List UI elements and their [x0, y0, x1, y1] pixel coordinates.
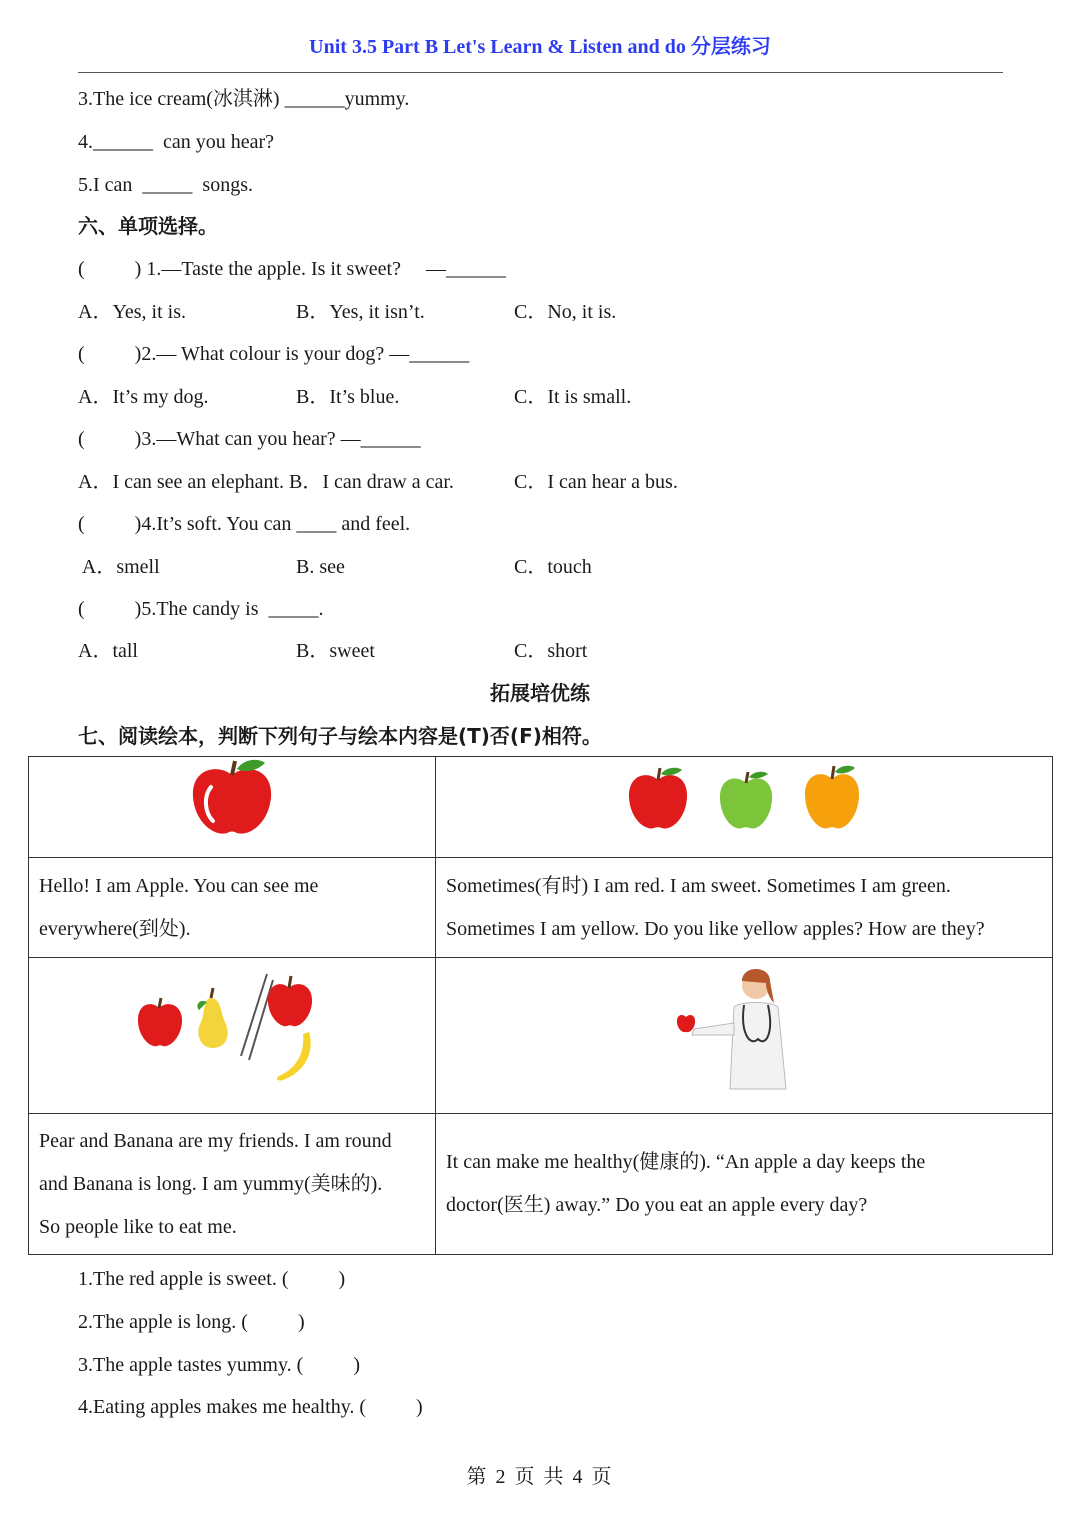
reading-text-3-line-3: So people like to eat me.	[39, 1215, 237, 1238]
reading-text-4-line-2: doctor(医生) away.” Do you eat an apple every day?	[446, 1194, 868, 1216]
question-3-option-c: C．I can hear a bus.	[514, 471, 678, 493]
reading-text-1-line-1: Hello! I am Apple. You can see me	[39, 874, 319, 897]
image-cell-3	[29, 958, 436, 1114]
question-5-option-a: A．tall	[78, 640, 138, 662]
reading-text-2-line-2: Sometimes I am yellow. Do you like yellow apples? How are they?	[446, 917, 985, 940]
image-cell-4	[436, 958, 1053, 1114]
reading-table	[28, 756, 1053, 1255]
reading-text-3-line-2: and Banana is long. I am yummy(美味的).	[39, 1172, 383, 1195]
question-5-option-b: B．sweet	[296, 640, 375, 662]
question-3-stem: ( )3.—What can you hear? —______	[78, 428, 421, 450]
question-4-option-c: C．touch	[514, 556, 592, 578]
red-apple-icon	[187, 757, 277, 841]
doctor-holding-apple-icon	[674, 963, 814, 1093]
question-1-stem: ( ) 1.—Taste the apple. Is it sweet? —______	[78, 258, 506, 280]
reading-text-cell-4	[436, 1114, 1053, 1255]
judgement-2: 2.The apple is long. ( )	[78, 1311, 305, 1333]
question-5-stem: ( )5.The candy is _____.	[78, 598, 324, 620]
red-apple-icon	[625, 765, 691, 835]
question-4-option-a: A．smell	[78, 556, 160, 578]
reading-text-3-line-1: Pear and Banana are my friends. I am round	[39, 1129, 392, 1152]
header-divider	[78, 72, 1003, 73]
apple-pear-banana-icon	[137, 968, 327, 1088]
extension-title: 拓展培优练	[490, 681, 590, 705]
reading-text-cell-3	[29, 1114, 436, 1255]
reading-text-1-line-2: everywhere(到处).	[39, 917, 191, 940]
fill-line-5: 5.I can _____ songs.	[78, 174, 253, 196]
reading-text-4-line-1: It can make me healthy(健康的). “An apple a day keeps the	[446, 1151, 926, 1173]
judgement-3: 3.The apple tastes yummy. ( )	[78, 1354, 360, 1376]
question-1-option-c: C．No, it is.	[514, 301, 617, 323]
fill-line-4: 4.______ can you hear?	[78, 131, 275, 153]
green-apple-icon	[716, 769, 776, 835]
page-header-title: Unit 3.5 Part B Let's Learn & Listen and do 分层练习	[309, 36, 771, 58]
judgement-4: 4.Eating apples makes me healthy. ( )	[78, 1396, 423, 1418]
question-2-option-b: B．It’s blue.	[296, 386, 400, 408]
question-4-stem: ( )4.It’s soft. You can ____ and feel.	[78, 513, 411, 535]
section-6-title: 六、单项选择。	[78, 214, 218, 238]
question-2-stem: ( )2.— What colour is your dog? —______	[78, 343, 470, 365]
section-7-title: 七、阅读绘本，判断下列句子与绘本内容是(T)否(F)相符。	[78, 724, 602, 748]
reading-text-cell-1	[29, 858, 436, 958]
image-cell-2	[436, 757, 1053, 858]
yellow-apple-icon	[801, 763, 863, 835]
image-cell-1	[29, 757, 436, 858]
question-5-option-c: C．short	[514, 640, 588, 662]
question-2-option-a: A．It’s my dog.	[78, 386, 209, 408]
question-1-option-b: B．Yes, it isn’t.	[296, 301, 425, 323]
judgement-1: 1.The red apple is sweet. ( )	[78, 1268, 346, 1290]
question-1-option-a: A．Yes, it is.	[78, 301, 186, 323]
question-3-option-ab: A．I can see an elephant. B．I can draw a car.	[78, 471, 454, 493]
reading-text-2-line-1: Sometimes(有时) I am red. I am sweet. Sometimes I am green.	[446, 874, 951, 897]
question-4-option-b: B. see	[296, 556, 345, 578]
fill-line-3: 3.The ice cream(冰淇淋) ______yummy.	[78, 88, 410, 110]
page-footer: 第 2 页 共 4 页	[466, 1466, 614, 1488]
question-2-option-c: C．It is small.	[514, 386, 632, 408]
reading-text-cell-2	[436, 858, 1053, 958]
